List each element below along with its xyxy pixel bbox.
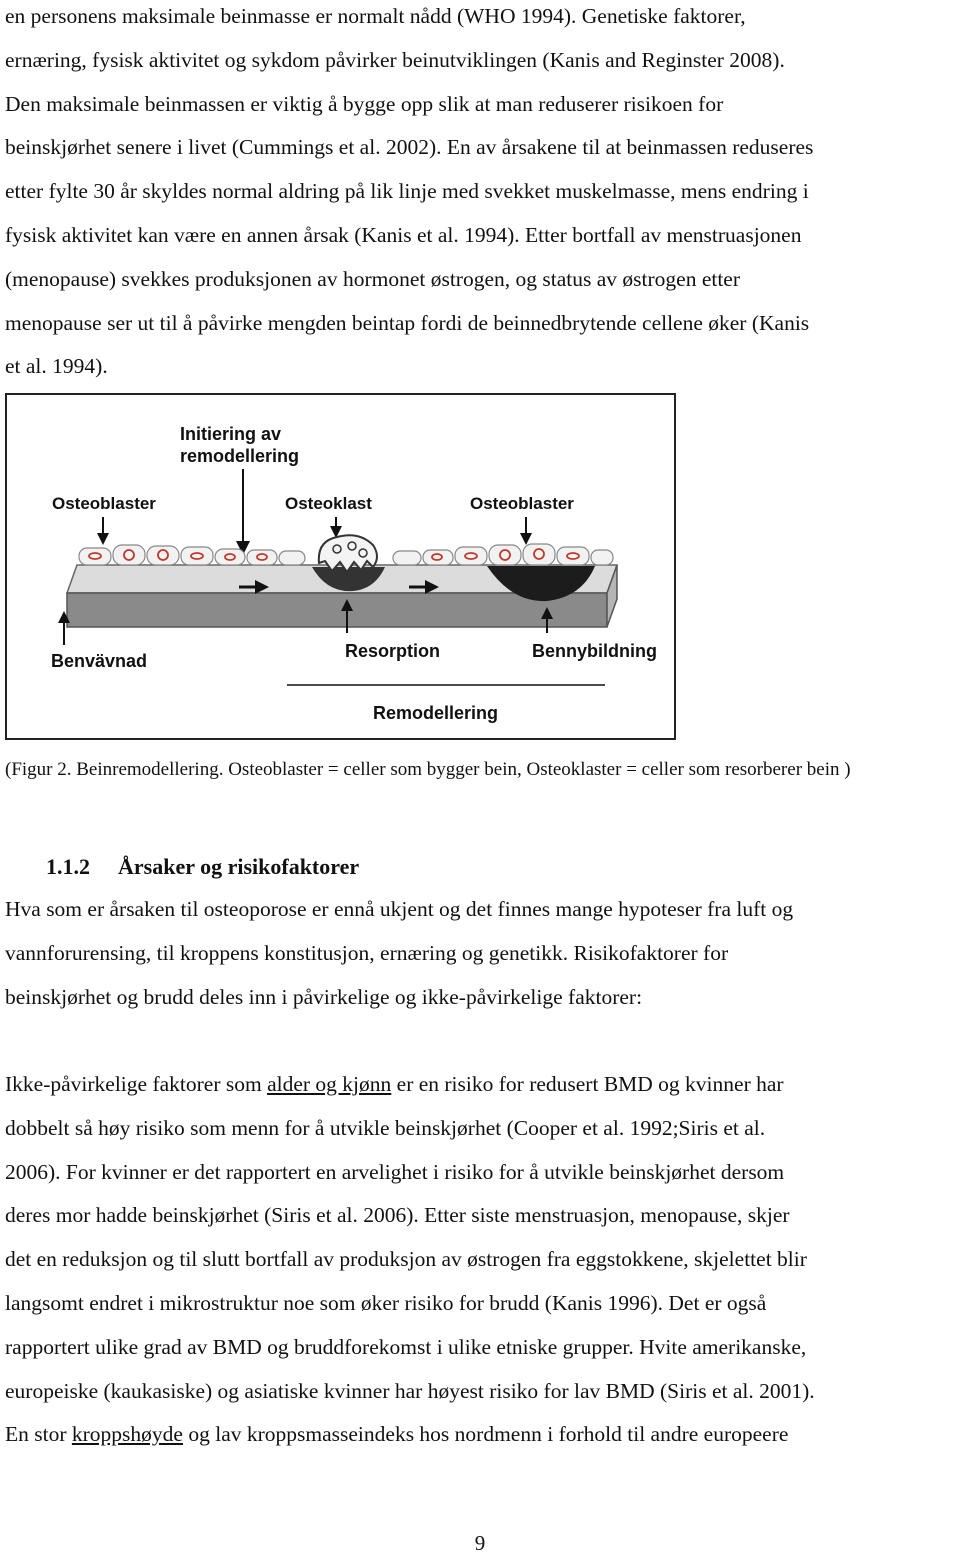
- label-bennybildning: Bennybildning: [532, 641, 657, 661]
- text-line: Hva som er årsaken til osteoporose er ennå ukjent og det finnes mange hypoteser fra luft og: [5, 897, 794, 921]
- initiation-arrow: [236, 469, 250, 555]
- bone-remodeling-figure: [5, 393, 676, 740]
- text-line: (menopause) svekkes produksjonen av hormonet østrogen, og status av østrogen etter: [5, 266, 741, 291]
- label-osteoblaster-right: Osteoblaster: [470, 494, 574, 513]
- paragraph-causes: [5, 888, 960, 1019]
- section-number: 1.1.2: [46, 854, 90, 879]
- text-line: etter fylte 30 år skyldes normal aldring på lik linje med svekket muskelmasse, mens endring i: [5, 179, 809, 204]
- arrow-osteoblaster-right: [520, 517, 532, 545]
- text-line: ernæring, fysisk aktivitet og sykdom påvirker beinutviklingen (Kanis and Reginster 2008).: [5, 47, 785, 72]
- page-number: 9: [474, 1531, 486, 1555]
- label-osteoblaster-left: Osteoblaster: [52, 494, 156, 513]
- label-resorption: Resorption: [345, 641, 441, 661]
- remodeling-diagram: [7, 395, 674, 738]
- text-line: deres mor hadde beinskjørhet (Siris et al. 2006). Etter siste menstruasjon, menopause, skjer: [5, 1203, 790, 1228]
- text-line: 2006). For kvinner er det rapportert en arvelighet i risiko for å utvikle beinskjørhet dersom: [5, 1159, 785, 1184]
- underlined-term-body-height: kroppshøyde: [71, 1422, 183, 1447]
- text-line: beinskjørhet og brudd deles inn i påvirkelige og ikke-påvirkelige faktorer:: [5, 984, 643, 1009]
- arrow-osteoklast: [330, 517, 342, 538]
- label-remodellering: Remodellering: [373, 703, 499, 723]
- label-osteoklast: Osteoklast: [285, 494, 372, 513]
- arrow-osteoblaster-left: [97, 517, 109, 545]
- text-line: vannforurensing, til kroppens konstitusjon, ernæring og genetikk. Risikofaktorer for: [5, 940, 729, 965]
- figure-caption: (Figur 2. Beinremodellering. Osteoblaster = celler som bygger bein, Osteoklaster = celler som resorberer bein ): [5, 759, 851, 780]
- section-heading: [46, 850, 359, 884]
- underlined-term-age-gender: alder og kjønn: [267, 1072, 392, 1096]
- paragraph-intro: [5, 0, 960, 389]
- text-line: fysisk aktivitet kan være en annen årsak (Kanis et al. 1994). Etter bortfall av menstruasjonen: [5, 222, 802, 247]
- text-line: Den maksimale beinmassen er viktig å bygge opp slik at man reduserer risikoen for: [5, 91, 724, 116]
- text-line: [5, 1063, 960, 1107]
- section-title: Årsaker og risikofaktorer: [118, 854, 360, 879]
- text-line: det en reduksjon og til slutt bortfall av produksjon av østrogen fra eggstokkene, skjelettet blir: [5, 1247, 807, 1272]
- text-line: en personens maksimale beinmasse er normalt nådd (WHO 1994). Genetiske faktorer,: [5, 4, 746, 28]
- paragraph-risk-factors: [5, 1063, 960, 1457]
- text-line: europeiske (kaukasiske) og asiatiske kvinner har høyest risiko for lav BMD (Siris et al. 2001).: [5, 1378, 815, 1403]
- text-line: [5, 1413, 960, 1457]
- text-segment: og lav kroppsmasseindeks hos nordmenn i forhold til andre europeere: [182, 1422, 789, 1447]
- text-line: dobbelt så høy risiko som menn for å utvikle beinskjørhet (Cooper et al. 1992;Siris et al.: [5, 1115, 766, 1140]
- label-initiation-line1: Initiering av: [180, 424, 282, 444]
- text-line: langsomt endret i mikrostruktur noe som øker risiko for brudd (Kanis 1996). Det er også: [5, 1290, 767, 1315]
- label-benvavnad: Benvävnad: [51, 651, 148, 671]
- lining-cells-right: [393, 544, 613, 565]
- label-initiation-line2: remodellering: [180, 446, 300, 466]
- text-line: et al. 1994).: [5, 354, 108, 379]
- text-segment: Ikke-påvirkelige faktorer som: [5, 1072, 268, 1096]
- text-segment: En stor: [5, 1422, 72, 1447]
- text-segment: er en risiko for redusert BMD og kvinner har: [391, 1072, 784, 1096]
- text-line: beinskjørhet senere i livet (Cummings et al. 2002). En av årsakene til at beinmassen reduseres: [5, 135, 814, 160]
- text-line: rapportert ulike grad av BMD og bruddforekomst i ulike etniske grupper. Hvite amerikanske,: [5, 1334, 807, 1359]
- text-line: menopause ser ut til å påvirke mengden beintap fordi de beinnedbrytende cellene øker (Kanis: [5, 310, 810, 335]
